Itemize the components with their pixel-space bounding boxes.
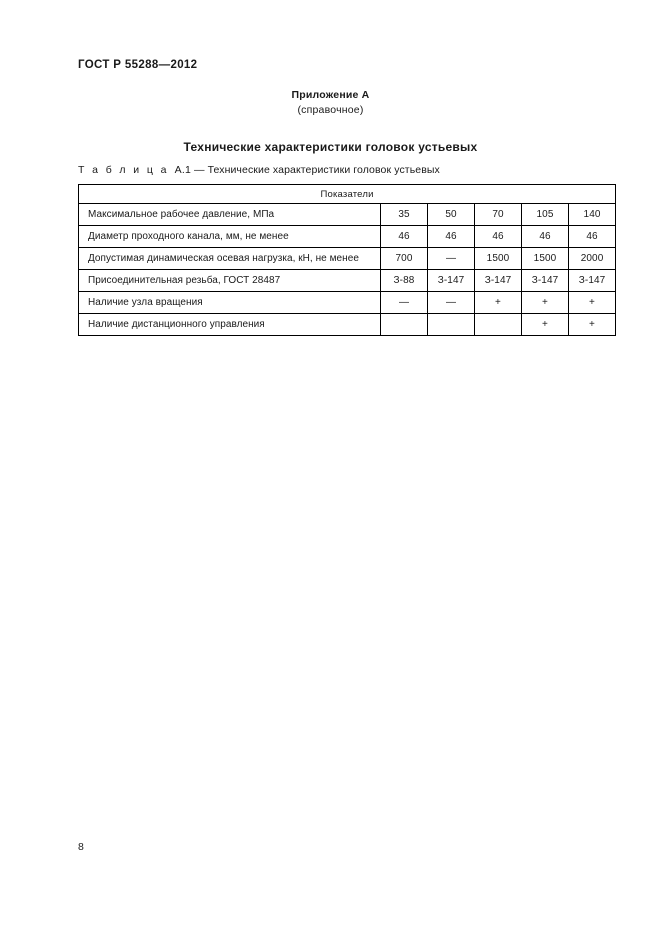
table-row xyxy=(79,226,616,248)
table-cell-value: 140 xyxy=(569,204,616,226)
table-cell-value: + xyxy=(522,292,569,314)
table-cell-value: З-147 xyxy=(522,270,569,292)
table-cell-value: 35 xyxy=(381,204,428,226)
table-cell-value: 46 xyxy=(475,226,522,248)
table-cell-value: 46 xyxy=(428,226,475,248)
table-cell-value xyxy=(428,314,475,336)
table-cell-value: + xyxy=(522,314,569,336)
table-cell-value: + xyxy=(475,292,522,314)
table-cell-value xyxy=(475,314,522,336)
table-cell-value: — xyxy=(428,248,475,270)
table-header-row xyxy=(79,185,616,204)
table-cell-value: З-88 xyxy=(381,270,428,292)
table-cell-value: + xyxy=(569,314,616,336)
table-cell-value: — xyxy=(381,292,428,314)
table-caption-text: — Технические характеристики головок устьевых xyxy=(193,164,440,176)
table-cell-parameter: Наличие дистанционного управления xyxy=(79,314,381,336)
table-cell-value: 1500 xyxy=(475,248,522,270)
table-cell-value: З-147 xyxy=(475,270,522,292)
table-cell-value: 46 xyxy=(569,226,616,248)
table-cell-value: З-147 xyxy=(428,270,475,292)
running-header-standard-id: ГОСТ Р 55288—2012 xyxy=(78,59,198,71)
table-cell-parameter: Максимальное рабочее давление, МПа xyxy=(79,204,381,226)
table-cell-parameter: Допустимая динамическая осевая нагрузка, кН, не менее xyxy=(79,248,381,270)
table-row xyxy=(79,248,616,270)
table-caption-number: А.1 xyxy=(174,164,192,176)
table-cell-value: 105 xyxy=(522,204,569,226)
table-cell-value: 2000 xyxy=(569,248,616,270)
table-cell-value: 50 xyxy=(428,204,475,226)
table-header-label: Показатели xyxy=(79,185,616,204)
annex-block xyxy=(0,88,661,118)
page-number: 8 xyxy=(78,841,84,853)
table-row xyxy=(79,292,616,314)
table-caption xyxy=(78,164,440,176)
table-cell-value xyxy=(381,314,428,336)
table-cell-parameter: Наличие узла вращения xyxy=(79,292,381,314)
page-title: Технические характеристики головок устьевых xyxy=(183,140,478,154)
table-cell-value: — xyxy=(428,292,475,314)
table-cell-value: 46 xyxy=(522,226,569,248)
table-cell-value: 70 xyxy=(475,204,522,226)
table-cell-value: 1500 xyxy=(522,248,569,270)
table-row xyxy=(79,270,616,292)
table-body xyxy=(79,204,616,336)
table-cell-value: + xyxy=(569,292,616,314)
table-row xyxy=(79,314,616,336)
table-cell-value: 700 xyxy=(381,248,428,270)
table-cell-value: 46 xyxy=(381,226,428,248)
table-caption-lead: Т а б л и ц а xyxy=(78,164,169,176)
table-cell-value: З-147 xyxy=(569,270,616,292)
annex-title: Приложение А xyxy=(291,89,370,101)
table-cell-parameter: Диаметр проходного канала, мм, не менее xyxy=(79,226,381,248)
specifications-table xyxy=(78,184,616,336)
table-cell-parameter: Присоединительная резьба, ГОСТ 28487 xyxy=(79,270,381,292)
annex-subtitle: (справочное) xyxy=(297,104,364,116)
table-row xyxy=(79,204,616,226)
